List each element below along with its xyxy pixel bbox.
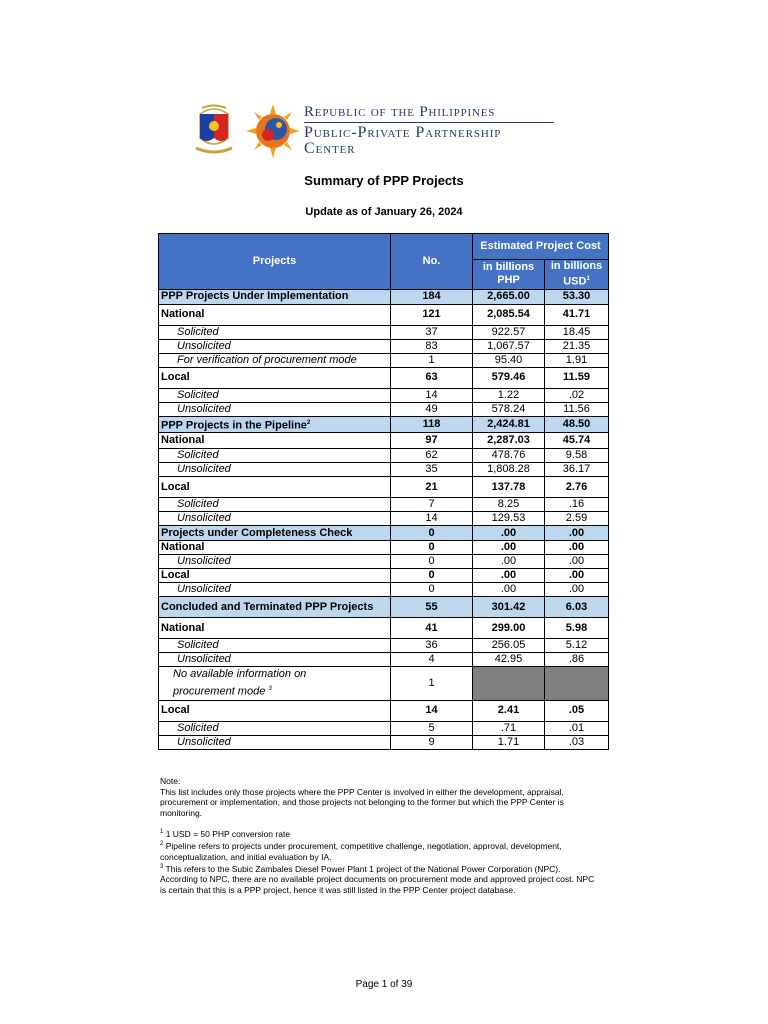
table-row: Local 21 137.78 2.76 bbox=[159, 477, 609, 498]
page-title: Summary of PPP Projects bbox=[304, 173, 464, 188]
grey-cell bbox=[473, 667, 545, 701]
table-row: Unsolicited 83 1,067.57 21.35 bbox=[159, 339, 609, 353]
table-row: Unsolicited 35 1,808.28 36.17 bbox=[159, 463, 609, 477]
footnote-3: $^3$ This refers to the Subic Zambales Diesel Power Plant 1 project of the National Power Corporation (NPC). According to NPC, there are no available project documents on procurement mode and approved project cost. NPC is certain that this is a PPP project, hence it was still listed in the PPP Center project database. bbox=[160, 863, 595, 895]
table-row: Unsolicited 49 578.24 11.56 bbox=[159, 402, 609, 416]
header-no: No. bbox=[391, 234, 473, 290]
header-php: in billions PHP bbox=[473, 260, 545, 290]
header-projects: Projects bbox=[159, 234, 391, 290]
footnote-2: $^2$ Pipeline refers to projects under procurement, competitive challenge, negotiation, approval, development, conceptualization, and initial evaluation by IA. bbox=[160, 841, 562, 862]
grey-cell bbox=[545, 667, 609, 701]
header-estimated-cost: Estimated Project Cost bbox=[473, 234, 609, 260]
table-row: For verification of procurement mode 1 95.40 1.91 bbox=[159, 353, 609, 367]
notes-section bbox=[160, 776, 600, 895]
footnote-1: $^1$ 1 USD = 50 PHP conversion rate bbox=[160, 828, 291, 839]
header bbox=[192, 100, 576, 162]
ppp-center-sun-logo-icon bbox=[246, 104, 300, 158]
page-footer: Page 1 of 39 bbox=[355, 979, 413, 990]
org-rule bbox=[304, 122, 554, 123]
table-row: Local 63 579.46 11.59 bbox=[159, 367, 609, 388]
table-row: Concluded and Terminated PPP Projects 55 301.42 6.03 bbox=[159, 597, 609, 618]
page-subtitle: Update as of January 26, 2024 bbox=[305, 206, 463, 218]
table-row: Solicited 36 256.05 5.12 bbox=[159, 639, 609, 653]
table-row: Projects under Completeness Check 0 .00 .00 bbox=[159, 526, 609, 541]
table-row: No available information on procurement mode $^3$ 1 bbox=[159, 667, 609, 701]
table-row: Unsolicited 9 1.71 .03 bbox=[159, 735, 609, 749]
org-line-1: Republic of the Philippines bbox=[304, 104, 496, 120]
table-row: Local 14 2.41 .05 bbox=[159, 700, 609, 721]
table-row: National 97 2,287.03 45.74 bbox=[159, 433, 609, 449]
table-row: Solicited 7 8.25 .16 bbox=[159, 498, 609, 512]
table-row: Solicited 37 922.57 18.45 bbox=[159, 325, 609, 339]
table-row: Unsolicited 14 129.53 2.59 bbox=[159, 512, 609, 526]
org-line-3: Center bbox=[304, 140, 356, 157]
notes-heading: Note: bbox=[160, 776, 181, 786]
table-row: National 121 2,085.54 41.71 bbox=[159, 304, 609, 325]
table-row: Unsolicited 0 .00 .00 bbox=[159, 583, 609, 597]
table-row: Solicited 5 .71 .01 bbox=[159, 721, 609, 735]
table-row: PPP Projects Under Implementation 184 2,665.00 53.30 bbox=[159, 289, 609, 304]
summary-table bbox=[158, 233, 609, 750]
notes-body: This list includes only those projects where the PPP Center is involved in either the development, appraisal, procurement or implementation, and those projects not belonging to the former but which the PPP Center is monitoring. bbox=[160, 786, 564, 818]
table-row: PPP Projects in the Pipeline$^2$ 118 2,424.81 48.50 bbox=[159, 416, 609, 433]
philippine-seal-icon bbox=[192, 104, 236, 160]
table-row: National 0 .00 .00 bbox=[159, 541, 609, 555]
header-usd: in billions USD$^1$ bbox=[545, 260, 609, 290]
table-row: National 41 299.00 5.98 bbox=[159, 618, 609, 639]
org-line-2: Public-Private Partnership bbox=[304, 124, 502, 141]
table-row: Solicited 62 478.76 9.58 bbox=[159, 449, 609, 463]
org-name bbox=[304, 104, 554, 157]
table-row: Local 0 .00 .00 bbox=[159, 569, 609, 583]
table-row: Unsolicited 0 .00 .00 bbox=[159, 555, 609, 569]
table-row: Solicited 14 1.22 .02 bbox=[159, 388, 609, 402]
table-row: Unsolicited 4 42.95 .86 bbox=[159, 653, 609, 667]
